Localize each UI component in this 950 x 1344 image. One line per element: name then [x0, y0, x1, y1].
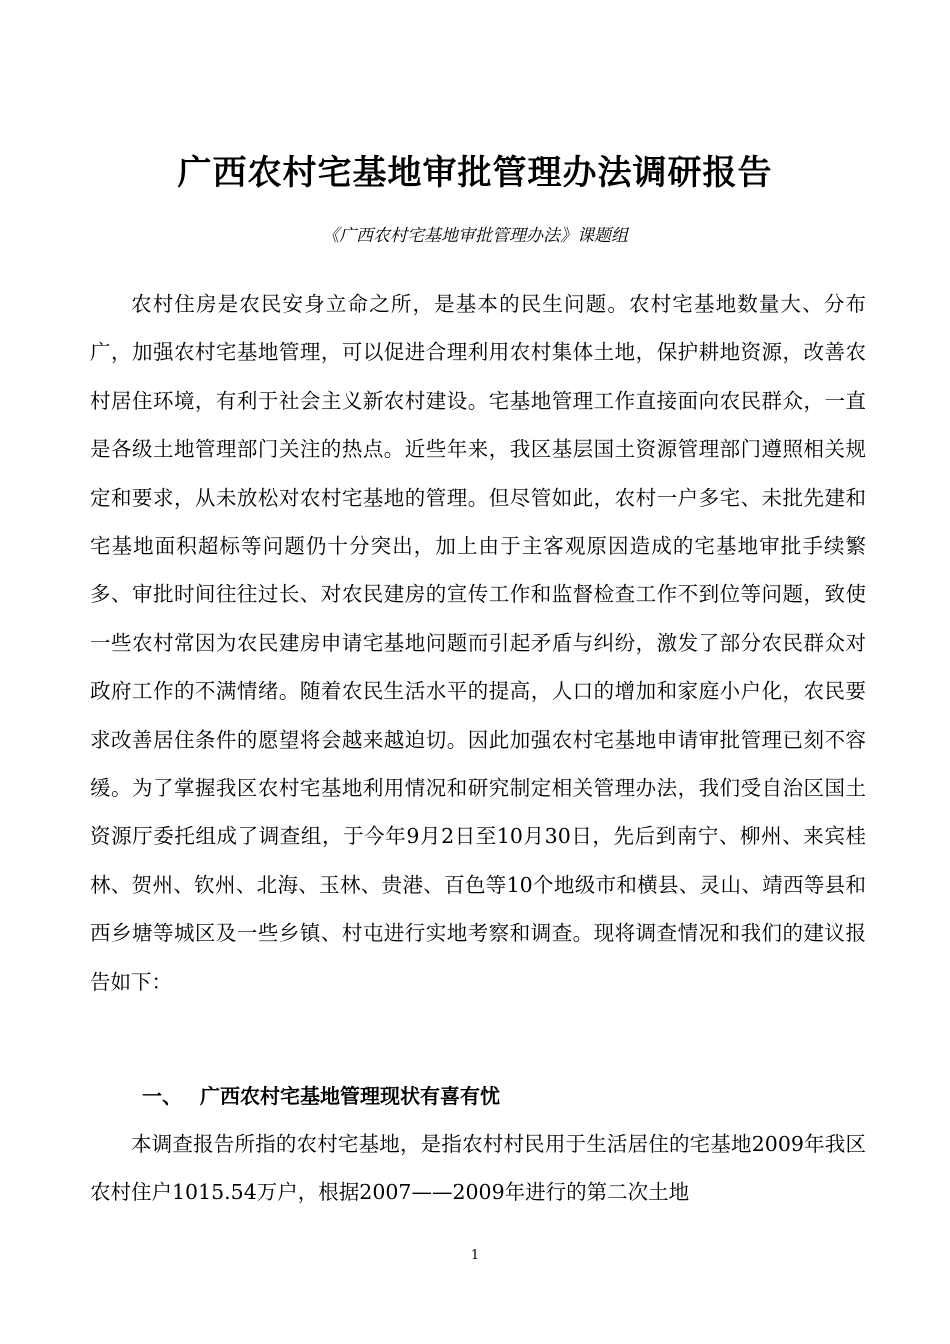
document-title: 广西农村宅基地审批管理办法调研报告: [177, 153, 773, 193]
section-heading: [142, 1072, 500, 1120]
section-title: 广西农村宅基地管理现状有喜有忧: [200, 1084, 500, 1108]
document-subtitle: 《广西农村宅基地审批管理办法》课题组: [322, 226, 628, 246]
section-paragraph: 本调查报告所指的农村宅基地，是指农村村民用于生活居住的宅基地2009年我区农村住户1015.54万户，根据2007——2009年进行的第二次土地: [90, 1132, 866, 1205]
page-number: 1: [470, 1248, 480, 1263]
section-number: 一、: [142, 1084, 182, 1108]
intro-paragraph: 农村住房是农民安身立命之所，是基本的民生问题。农村宅基地数量大、分布广，加强农村宅基地管理，可以促进合理利用农村集体土地，保护耕地资源，改善农村居住环境，有利于社会主义新农村建设。宅基地管理工作直接面向农民群众，一直是各级土地管理部门关注的热点。近些年来，我区基层国土资源管理部门遵照相关规定和要求，从未放松对农村宅基地的管理。但尽管如此，农村一户多宅、未批先建和宅基地面积超标等问题仍十分突出，加上由于主客观原因造成的宅基地审批手续繁多、审批时间往往过长、对农民建房的宣传工作和监督检查工作不到位等问题，致使一些农村常因为农民建房申请宅基地问题而引起矛盾与纠纷，激发了部分农民群众对政府工作的不满情绪。随着农民生活水平的提高，人口的增加和家庭小户化，农民要求改善居住条件的愿望将会越来越迫切。因此加强农村宅基地申请审批管理已刻不容缓。为了掌握我区农村宅基地利用情况和研究制定相关管理办法，我们受自治区国土资源厅委托组成了调查组，于今年9月2日至10月30日，先后到南宁、柳州、来宾桂林、贺州、钦州、北海、玉林、贵港、百色等10个地级市和横县、灵山、靖西等县和西乡塘等城区及一些乡镇、村屯进行实地考察和调查。现将调查情况和我们的建议报告如下：: [90, 292, 866, 994]
